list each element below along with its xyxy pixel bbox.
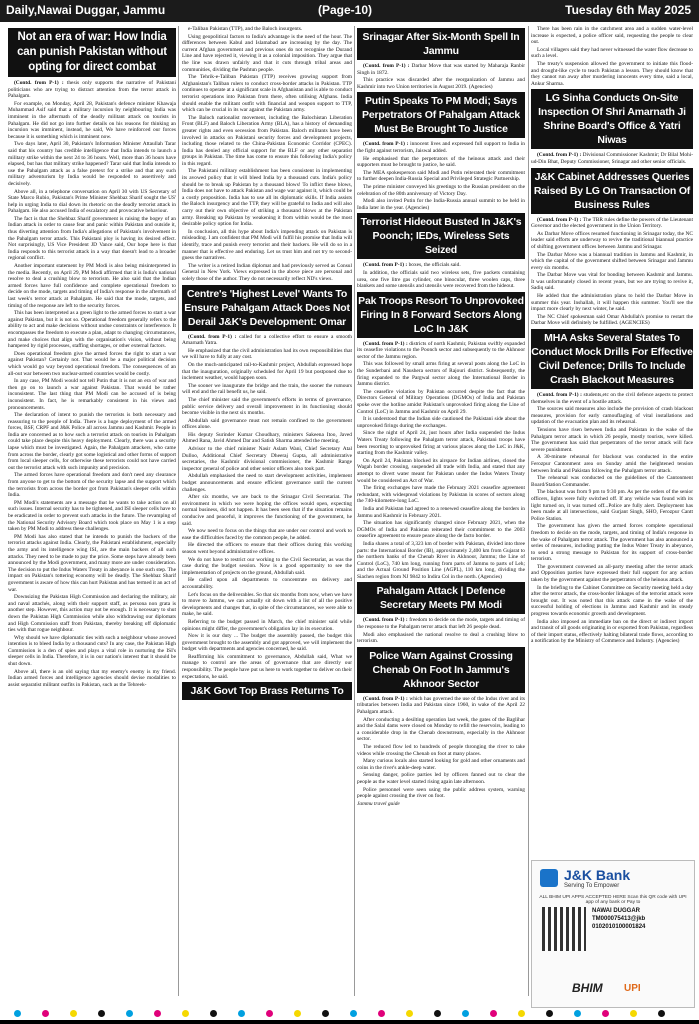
continued-label: (Contd. from P-1) : <box>537 216 583 223</box>
paragraph: (Contd. from P-1) : which has governed the use of the Indus river and its tributaries between India and Pakistan since 1960, in wake of the April 22 Pahalgam attack. <box>357 695 525 716</box>
article-body <box>357 617 525 644</box>
register-dot <box>42 1010 49 1017</box>
article-body <box>182 334 352 681</box>
register-dot <box>322 1010 329 1017</box>
paragraph: After conducting a desilting operation last week, the gates of the Baglihar and the Salal dams were closed on Monday to refill the reservoirs, leading to a considerable drop in the Chenab downstream, especially in the Akhnoor sector. <box>357 716 525 743</box>
paragraph: Modi also emphasised the national resolve to deal a crushing blow to terrorism. <box>357 631 525 645</box>
payee-account: 0102010100001824 <box>592 924 646 930</box>
headline-mha-mock-drills: MHA Asks Several States To Conduct Mock Drills For Effective Civil Defence; Drills To Include Crash Blackout Measures <box>531 329 693 389</box>
paragraph: In the briefing to the Cabinet Committee on Security meeting held a day after the terror attack, the cross-border linkages of the terrorist attack were brought out. It was noted that this attack came in the wake of the successful holding of elections in Jammu and Kashmir and its steady progress towards economic growth and development. <box>531 584 693 618</box>
paragraph: In addition, the officials said two wireless sets, five packets containing urea, one five litre gas cylinder, one binocular, three woolen caps, three blankets and some utensils and utensils were recovered from the hideout. <box>357 269 525 290</box>
paragraph: Abdullah said governance must not remain confined to the government offices alone. <box>182 417 352 431</box>
paragraph: The treaty's suspension allowed the government to initiate this flood- and drought-like cycle to teach Pakistan a lesson. They should know that they cannot run away after murdering innocents every time, said a local, Ankur Sharma. <box>531 60 693 87</box>
paragraph: He emphasized that the civil administration had its own responsibilities that we will have to fully at any cost. <box>182 347 352 361</box>
register-dot <box>630 1010 637 1017</box>
article-body <box>357 341 525 581</box>
headline-srinagar-darbar: Srinagar After Six-Month Spell In Jammu <box>357 28 525 60</box>
paragraph: The writer is a retired Indian diplomat and had previously served as Consul General in New York. Views expressed in the above piece are personal and solely those of the author. They do not necessarily reflect ND's views. <box>182 262 352 282</box>
paragraph: PM Modi has also stated that he intends to punish the backers of the terrorist attacks against India. Clearly, the Pakistani establishment, especially the army and its intelligence wing ISI, are the main backers of all such attacks. They need to be made to pay the price. Some steps have already been announced by the Modi government, and many more are under consideration. The decision to put the Indus Waters Treaty in abeyance is one such step. The impact on Pakistan's tottering economy will be deadly. The Shehbaz Sharif government is aware of how this can hurt Pakistan and has termed it an act of war. <box>8 533 176 593</box>
article-body <box>531 217 693 328</box>
paragraph: He directed the officers to ensure that their offices during this working season went beyond administrative offices. <box>182 542 352 555</box>
paragraph: We now need to focus on the things that are under our control and work to ease the difficulties faced by the common people, he added. <box>182 528 352 541</box>
register-dot <box>266 1010 273 1017</box>
column-2 <box>182 26 352 1022</box>
paragraph: As Darbar Move offices resumed functioning in Srinagar today, the NC leader said efforts are underway to revive the traditional biannual practice of shifting government offices between Jammu and Srinagar. <box>531 230 693 250</box>
article-body <box>531 152 693 165</box>
paragraph: The blackout was from 9 pm to 9:30 pm. As per the orders of the senior officers, lights were fully switched off. If any vehicle was found with its light turned on, it was turned off...Police are fully alert. Deployment has been made at all intersections, said Gurjant Singh, SHO, Ferozpur Cantt Police Station. <box>531 489 693 522</box>
headline-pak-firing: Pak Troops Resort To Unprovoked Firing In 8 Forward Sectors Along LoC In J&K <box>357 292 525 338</box>
paragraph: In conclusion, all this hype about India's impending attack on Pakistan is misleading. I am confident that PM Modi will fulfil his promise that India will identify, trace and punish every terrorist and their backers. He will do so in a manner that is effective and enduring. Let us trust him and not try to second-guess the narratives. <box>182 228 352 262</box>
payee-details <box>592 907 690 931</box>
column-3 <box>357 26 525 1022</box>
paragraph: (Contd. from P-1) : called for a collective effort to ensure a smooth Amarnath Yatra. <box>182 333 352 347</box>
register-dot <box>602 1010 609 1017</box>
column-4 <box>531 26 693 856</box>
paragraph: Many curious locals also started looking for gold and other ornaments and coins in the river's ankle-deep water. <box>357 758 525 771</box>
bank-name: J&K Bank <box>564 867 631 883</box>
register-dot <box>126 1010 133 1017</box>
headline-defence-secretary: Pahalgam Attack | Defence Secretary Meets PM Modi <box>357 582 525 614</box>
register-dot <box>182 1010 189 1017</box>
bank-tagline: Serving To Empower <box>564 883 620 889</box>
paragraph: The fact is that the Shehbaz Sharif government is raising the bogey of an Indian attack in order to cause fear and panic within Pakistan and outside it, thus diverting attention from India's allegations of Pakistan's involvement in the Pahalgam terror attack. This Pakistani ploy is having its desired effect. Not surprisingly, US Vice President JD Vance said, Our hope here is that India responds to this terrorist attack in a way that doesn't lead to a broader regional conflict. <box>8 215 176 262</box>
paragraph: On the much-anticipated rail-to-Kashmir project, Abdullah expressed hope that the inauguration, originally scheduled for April 19 but postponed due to inclement weather, would happen soon. <box>182 361 352 382</box>
paragraph: He added that the administration plans to hold the Darbar Move in summer this year. Inshallah, it will happen this summer. You'll see the impact more clearly by next winter, he said. <box>531 293 693 313</box>
paragraph: India and Pakistan had agreed to a renewed ceasefire along the borders in Jammu and Kashmir in February 2021. <box>357 505 525 519</box>
paragraph: (Contd. from P-1) : Divisional Commissioner Kashmir; Dr Bilal Mohi-ud-Din Bhat, Deputy Commissioner, Srinagar and other senior officials. <box>531 152 693 165</box>
continued-label: (Contd. from P-1) : <box>363 262 409 269</box>
issue-date: Tuesday 6th May 2025 <box>565 3 691 17</box>
paragraph: e-Taliban Pakistan (TTP), and the Baloch insurgents. <box>188 26 303 32</box>
bhim-logo: BHIM <box>572 981 603 995</box>
payee-vpa: TM000075413@jkb <box>592 916 646 922</box>
paragraph: Advisor to the chief minister Nasir Aslam Wani, Chief Secretary Atal Dulloo, Additional Chief Secretary Dheeraj Gupta, all administrative secretaries, the Kashmir divisional commissioner, the Kashmir Range inspector general of police and other senior officers also took part. <box>182 446 352 472</box>
paragraph: (Contd. from P-1) : thesis only supports the narrative of Pakistani politicians who are trying to distract attention from the terror attack in Pahalgam. <box>8 80 176 100</box>
paragraph: The government convened an all-party meeting after the terror attack and Opposition parties have expressed their full support for any action taken by the government against the perpetrators of the heinous attack. <box>531 563 693 584</box>
register-dot <box>574 1010 581 1017</box>
paragraph: The armed forces have operational freedom and don't need any clearance from anyone to get to the bottom of the security lapse and the support which the terrorists from across the border got from Pakistan's sleeper cells within India. <box>8 472 176 499</box>
paragraph: India also imposed an immediate ban on the direct or indirect import and transit of all goods originating in or exported from Pakistan, regardless of their import status, effectively halting bilateral trade flows, according to a notification by the Ministry of Commerce and Industry. (Agencies) <box>531 618 693 645</box>
paragraph: Let's focus on the deliverables. So that six months from now, when we have to move to Jammu, we can actually sit down with a list of all the positive developments and changes that, in spite of the circumstances, we were able to make, he said. <box>182 591 352 618</box>
paragraph: The government has given the armed forces complete operational freedom to decide on the mode, targets, and timing of India's response in the wake of Pahalgam terror attack. The government has also announced a series of measures, including putting the Indus Water Treaty in abeyance, to send a strong message to Pakistan for its support of cross-border terrorism. <box>531 523 693 563</box>
jk-bank-advertisement <box>531 860 695 1008</box>
qr-code-icon <box>542 907 586 951</box>
paragraph: (Contd. from P-1) : boxes, the officials said. <box>363 262 461 269</box>
paragraph: Referring to the budget passed in March, the chief minister said while opinions might differ, the government's obligation lay in its execution. <box>182 618 352 632</box>
paragraph: After six months, we are back to the Srinagar Civil Secretariat. The environment in which we were hoping the offices would open, expecting normal business, did not happen. It has been seen that if the situation remains conducive and peaceful, it improves the functioning of the government, he said. <box>182 494 352 527</box>
paragraph: The Baloch nationalist movement, including the Balochistan Liberation Front (BLF) and Baloch Liberation Army (BLA), has a history of demanding greater rights and even secession from Pakistan. Baloch militants have been involved in attacks on Pakistani security forces and development projects, including those related to the China-Pakistan Economic Corridor (CPEC). India has denied any official support for the BLF or any other separatist groups in Pakistan. The time has come to ensure this following India's policy in this regard. <box>182 114 352 167</box>
register-dot <box>434 1010 441 1017</box>
paragraph: Police personnel were seen using the public address system, warning people against crossing the river on foot. <box>357 786 525 800</box>
paragraph: Modi also invited Putin for the India-Russia annual summit to be held in India later in the year. (Agencies) <box>357 198 525 211</box>
article-body <box>531 392 693 645</box>
article-body <box>357 696 525 800</box>
column-1 <box>8 26 176 1022</box>
scan-instruction: ALL BHIM UPI APPS ACCEPTED HERE Scan this QR code with UPI app of any bank or Pay to <box>539 895 687 905</box>
continued-label: (Contd. from P-1) : <box>537 152 583 159</box>
register-dot <box>70 1010 77 1017</box>
register-dot <box>210 1010 217 1017</box>
print-register-marks <box>0 1008 699 1020</box>
paragraph: The MEA spokesperson said Modi and Putin reiterated their commitment to further deepen India-Russia Special and Privileged Strategic Partnership. <box>357 169 525 183</box>
payee-name: NAWAI DUGGAR <box>592 908 640 914</box>
paragraph: Above all, in a telephone conversation on April 30 with US Secretary of State Marco Rubio, Pakistan's Prime Minister Shehbaz Sharif sought the US' help in urging India to dial down its rhetoric on the deadly terrorist attack in Pahalgam. He also accused India of escalatory and provocative behaviour. <box>8 188 176 215</box>
article-body <box>357 141 525 211</box>
column-divider <box>528 26 529 996</box>
paragraph: (Contd. from P-1) : The TBR rules define the powers of the Lieutenant Governor and the elected government in the Union Territory. <box>531 216 693 230</box>
paragraph: The reduced flow led to hundreds of people thronging the river to take videos while crossing the Chenab on foot at many places. <box>357 744 525 757</box>
paragraph: He emphasised that the perpetrators of the heinous attack and their supporters must be brought to justice, he said. <box>357 155 525 169</box>
paragraph: It is understood that the Indian side cautioned the Pakistani side about the unprovoked firings during the exchanges. <box>357 416 525 429</box>
paragraph: In any case, PM Modi would not tell Putin that it is not an era of war and then go on to launch a war against Pakistan. That would be rather inconsistent. The last thing that PM Modi can be accused of is being inconsistent. In fact, he is remarkably consistent in his views and pronouncements. <box>8 378 176 411</box>
headline-cabinet-tbr: J&K Cabinet Addresses Queries Raised By LG On Transaction Of Business Rules <box>531 168 693 214</box>
headline-top-brass-returns: J&K Govt Top Brass Returns To <box>182 682 352 700</box>
paragraph: Tensions have risen between India and Pakistan in the wake of the Pahalgam terror attack in which 26 people, mostly tourists, were killed. The government has said that perpetrators of the terror attack will face severe punishment. <box>531 427 693 453</box>
paragraph: This was followed by small arms firing at several posts along the LoC in the Sunderbani and Naushera sectors of Rajouri district. Subsequently, the firing expanded to the Pargwal sector along the International Border in Jammu district. <box>357 361 525 388</box>
register-dot <box>350 1010 357 1017</box>
paragraph: A 30-minute rehearsal for blackout was conducted in the entire Ferozpur Cantonment area on Sunday amid the heightened tension between India and Pakistan following the Pahalgam terror attack. <box>531 454 693 474</box>
upi-logo: UPI <box>624 983 641 994</box>
paragraph: The chief minister said the government's efforts in terms of governance, public service delivery and overall improvement in its functioning should become visible in the next six months. <box>182 396 352 417</box>
paragraph: He called upon all departments to concentrate on delivery and accountability. <box>182 577 352 590</box>
footer-bar <box>0 1020 699 1024</box>
paragraph: Abdullah emphasised the need to start development activities, implement budget announcements and ensure efficient governance until the current challenges. <box>182 473 352 493</box>
column-divider <box>178 26 179 996</box>
paragraph: The sources said measures also include the provision of crash blackout measures, provision for early camouflaging of vital installations and updation of the evacuation plan and its rehearsal. <box>531 406 693 426</box>
page-number: (Page-10) <box>318 3 373 17</box>
paragraph: Using geopolitical factors to India's advantage is the need of the hour. The differences between Kabul and Islamabad are increasing by the day. The current Afghan government and previous ones do not recognise the Durand Line and have rejected it, viewing it as a colonial imposition. They argue that the line was drawn unfairly and that it cuts through tribal areas and communities, dividing the Pashtun people. <box>182 33 352 73</box>
paragraph: The prime minister conveyed his greetings to the Russian president on the celebration of the 80th anniversary of Victory Day. <box>357 183 525 197</box>
continued-label: (Contd. from P-1) : <box>363 695 410 702</box>
paragraph: Downsizing the Pakistan High Commission and declaring the military, air and naval attachés, along with their support staff, as persona non grata is another step. However, this action may not be enough. It is necessary to shut down the Pakistan High Commission while also withdrawing our diplomats and High Commission staff from Pakistan, thereby breaking off diplomatic ties with that rogue neighbour. <box>8 594 176 634</box>
masthead-bar <box>0 0 699 22</box>
paragraph: (Contd. from P-1) : students,etc on the civil defence aspects to protect themselves in the event of a hostile attack. <box>531 392 693 405</box>
register-dot <box>546 1010 553 1017</box>
paragraph: Local villagers said they had never witnessed the water flow decrease to such a level. <box>531 46 693 60</box>
paragraph: India shares a total of 3,323 km of border with Pakistan, divided into three parts: the International Border (IB), approximately 2,400 km from Gujarat to the northern banks of the Chenab River in Akhnoor, Jammu; the Line of Control (LoC), 740 km long, running from parts of Jammu to parts of Leh; and the Actual Ground Position Line (AGPL), 110 km long, dividing the Siachen region from NJ 9842 to Indira Col in the north. (Agencies) <box>357 540 525 580</box>
continued-label: (Contd. from P-1) : <box>188 333 240 340</box>
paragraph: Why should we have diplomatic ties with such a neighbour whose avowed intention is to bleed India by a thousand cuts? In any case, the Pakistan High Commission is a den of spies and plays a vital role in nurturing the ISI's sleeper cells in India. Therefore, it is in our nation's interest that it should be shut down. <box>8 634 176 668</box>
continued-label: (Contd. from P-1) : <box>14 80 67 86</box>
paragraph: The rehearsal was conducted on the guidelines of the Cantonment Board/Station Commander. <box>531 475 693 488</box>
register-dot <box>238 1010 245 1017</box>
paragraph: For example, on Monday, April 28, Pakistan's defence minister Khawaja Muhammad Asif said that a military incursion by neighbouring India was imminent in the aftermath of the deadly militant attack on tourists in Pahalgam. He did not go into further details on his reasons for thinking an incursion was imminent, instead, he said, We have reinforced our forces because it is something which is imminent now. <box>8 100 176 140</box>
photo-credit: Jammu travel guide <box>357 800 400 807</box>
paragraph: This has been interpreted as a green light to the armed forces to start a war against Pakistan, but it is not so. Operational freedom generally refers to the ability to act and make decisions without undue constraints or interference. It encompasses the freedom to execute a plan, adapt to changing circumstances, and make choices that align with the organisation's vision, without being hampered by rigid processes, staffing shortages, or other external factors. <box>8 310 176 350</box>
register-dot <box>406 1010 413 1017</box>
article-body <box>357 63 525 90</box>
paragraph: The Tehrik-e-Taliban Pakistan (TTP) receives growing support from Afghanistan's Taliban rulers to conduct cross-border attacks in Pakistan. TTP continues to operate at a significant scale in Afghanistan and is able to conduct terrorist operations into Pakistan from there, often utilising Afghans. India should enable the militant outfit with financial and weapon support to TTP, which can be crucial in its war against the Pakistan army. <box>182 74 352 114</box>
headline-omar-development: Centre's 'Highest Level' Wants To Ensure Pahalgam Attack Does Not Derail J&K's Development: Omar <box>182 285 352 331</box>
headline-not-an-era-of-war: Not an era of war: How India can punish Pakistan without opting for direct combat <box>8 28 176 77</box>
continued-label: (Contd. from P-1) : <box>363 340 410 347</box>
paragraph: (Contd. from P-1) : districts of north Kashmir, Pakistan swiftly expanded its ceasefire violations to the Poonch sector and subsequently to the Akhnoor sector of the Jammu region. <box>357 340 525 360</box>
paragraph: His deputy Surinder Kumar Choudhary, ministers Sakeena Itoo, Javed Ahmed Rana, Javid Ahmed Dar and Satish Sharma attended the meeting. <box>182 431 352 445</box>
continued-label: (Contd. from P-1) : <box>363 141 411 148</box>
article-body <box>357 262 525 289</box>
paragraph: Another important statement by PM Modi is also being misinterpreted in the media. Recently, on April 29, PM Modi affirmed that it is India's national resolve to deal a crushing blow to terrorism. He also said that the Indian armed forces have full confidence and complete operational freedom to decide on the mode, targets and timing of India's response in the aftermath of last week's terror attack at Pahalgam. He said that the mode, targets, and timing of the response are left to the security forces. <box>8 263 176 309</box>
paragraph: The ceasefire violation by Pakistan occurred despite the fact that the Directors General of Military Operations (DGMOs) of India and Pakistan spoke over the hotline amidst Pakistan's unprovoked firing along the Line of Control (LoC) in Jammu and Kashmir on April 29. <box>357 388 525 415</box>
register-dot <box>154 1010 161 1017</box>
paragraph: Now it is our duty ... The budget the assembly passed, the budget this government brought to the assembly and got approved, we will implement the budget with departments and agencies concerned, he said. <box>182 633 352 653</box>
headline-lg-sinha: LG Sinha Conducts On-Site Inspection Of Shri Amarnath Ji Shrine Board's Office & Yatri Niwas <box>531 89 693 149</box>
paragraph: (Contd. from P-1) : freedom to decide on the mode, targets and timing of the response to the Pahalgam terror attack that left 26 people dead. <box>357 617 525 631</box>
register-dot <box>658 1010 665 1017</box>
paragraph: This practice was discarded after the reorganization of Jammu and Kashmir into two Union territories in August 2019. (Agencies) <box>357 77 525 90</box>
register-dot <box>518 1010 525 1017</box>
headline-chenab-warning: Police Warn Against Crossing Chenab On Foot In Jammu's Akhnoor Sector <box>357 647 525 693</box>
paragraph: On April 24, Pakistan blocked its airspace for Indian airlines, closed the Wagah border crossing, suspended all trade with India, and stated that any attempt to divert water meant for Pakistan under the Indus Waters Treaty would be considered an Act of War. <box>357 457 525 484</box>
paragraph: Since the night of April 24, just hours after India suspended the Indus Waters Treaty following the Pahalgam terror attack, Pakistani troops have been resorting to unprovoked firing at various places along the LoC in J&K, starting from the Kashmir valley. <box>357 430 525 457</box>
register-dot <box>294 1010 301 1017</box>
register-dot <box>490 1010 497 1017</box>
paragraph: The Pakistani military establishment has been consistent in implementing its avowed policy that it will bleed India by a thousand cuts. India's policy should be to break up Pakistan by a thousand blows! To inflict these blows, India does not have to attack Pakistan and wage war against it, which could be a costly proposition. India has to use all its diplomatic skills. If India assists the Baloch insurgency and the TTP, they will be grateful to India and will also carry out their own objective of striking a thousand blows at the Pakistan army. Breaking up Pakistan by weakening it from within would be the most desirable policy option for India. <box>182 168 352 228</box>
register-dot <box>378 1010 385 1017</box>
publication-name: Daily,Nawai Duggar, Jammu <box>6 3 166 17</box>
register-dot <box>98 1010 105 1017</box>
paragraph: Sensing danger, police parties led by officers fanned out to clear the people as the water level started rising again late afternoon. <box>357 772 525 785</box>
paragraph: The Darbar Move was vital for bonding between Kashmir and Jammu. It was unfortunately closed in recent years, but we are trying to revive it, Sadiq said. <box>531 272 693 292</box>
paragraph: Above all, there is an old saying that my enemy's enemy is my friend. Indian armed forces and intelligence agencies should devise modalities to assist separatist militant outfits in Pakistan, such as the Tehreek- <box>8 668 176 688</box>
paragraph: The situation has significantly changed since February 2021, when the DGMOs of India and Pakistan reiterated their commitment to the 2003 ceasefire agreement to ensure peace along the de facto border. <box>357 520 525 540</box>
paragraph: Two days later, April 30, Pakistan's Information Minister Attaullah Tarar said that his country has credible intelligence that India intends to launch a military strike within the next 24 to 36 hours. Well, more than 36 hours have elapsed, but has that military strike happened? Tarar said that India intends to use the Pahalgam attack as a false pretext for a strike and that any such military adventurism by India would be responded to assertively and decisively. <box>8 141 176 187</box>
bank-logo-icon <box>540 869 558 887</box>
paragraph: We do not have to restrict our working to the Civil Secretariat, as was the case during the budget session. Now is a good opportunity to see the implementation of projects on the ground, Abdullah said. <box>182 556 352 576</box>
continued-label: (Contd. from P-1) : <box>363 63 412 69</box>
headline-putin-modi: Putin Speaks To PM Modi; Says Perpetrators Of Pahalgam Attack Must Be Brought To Justice <box>357 92 525 138</box>
paragraph: The declaration of intent to punish the terrorists is both necessary and reassuring to the people of India. There is a huge deployment of the armed forces, BSF, CRPF and J&K Police all across Jammu and Kashmir. People in India are concerned as to how such a terrorist attack on tourists in Pahalgam could take place despite this heavy deployment. Clearly, there was a security lapse which must be investigated. Again, the Pahalgam attackers, who came from across the border, clearly got some logistical and other forms of support from local sleeper cells, for otherwise these terrorists could not have carried out the terrorist attack with such impunity and precision. <box>8 412 176 471</box>
paragraph: The firing exchanges have made the February 2021 ceasefire agreement redundant, with widespread violations by Pakistan in scores of sectors along the 740-kilometre-long LoC. <box>357 485 525 505</box>
paragraph: Reaffirming his commitment to governance, Abdullah said, What we manage to control are the areas of governance that are directly our responsibility. The people have put us here to work together to deliver on their expectations, he said. <box>182 653 352 680</box>
continued-label: (Contd. from P-1) : <box>537 392 584 399</box>
register-dot <box>462 1010 469 1017</box>
paragraph: There has been rain in the catchment area and a sudden water-level increase is expected, a police officer said, requesting the people to clear out. <box>531 26 693 46</box>
paragraph: (Contd. from P-1) : innocent lives and expressed full support to India in the fight against terrorism, Jaiswal added. <box>357 141 525 154</box>
article-body-continued <box>182 26 352 283</box>
continued-label: (Contd. from P-1) : <box>363 617 410 624</box>
paragraph: The sooner we inaugurate the bridge and the train, the sooner the rumours will end and the rail benefit us, he said. <box>182 382 352 396</box>
paragraph: PM Modi's statements are a message that he wants to take action on all such issues. Internal security has to be tightened, and ISI sleeper cells have to be eradicated in order to prevent such attacks in the future. The revamping of the National Security Advisory Board which took place on May 1 is a step taken by PM Modi to address these challenges. <box>8 499 176 533</box>
column-divider <box>354 26 355 996</box>
article-body <box>8 80 176 688</box>
paragraph: The NC Chief spokesman said Omar Abdullah's promise to restart the Darbar Move will definitely be fulfilled. (AGENCIES) <box>531 313 693 327</box>
register-dot <box>14 1010 21 1017</box>
paragraph: (Contd. from P-1) : Darbar Move that was started by Maharaja Ranbir Singh in 1872. <box>357 63 525 76</box>
article-body-continued <box>531 26 693 87</box>
paragraph: Does operational freedom give the armed forces the right to start a war against Pakistan? Certainly not. That would be a major political decision which would go way beyond operational freedom. The consequences of an all-out war between two nuclear-armed countries would be costly. <box>8 350 176 377</box>
paragraph: The Darbar Move was a biannual tradition in Jammu and Kashmir, in which the capital of the government shifted between Srinagar and Jammu every six months. <box>531 251 693 271</box>
headline-poonch-hideout: Terrorist Hideout Busted In J&K's Poonch; IEDs, Wireless Sets Seized <box>357 213 525 259</box>
